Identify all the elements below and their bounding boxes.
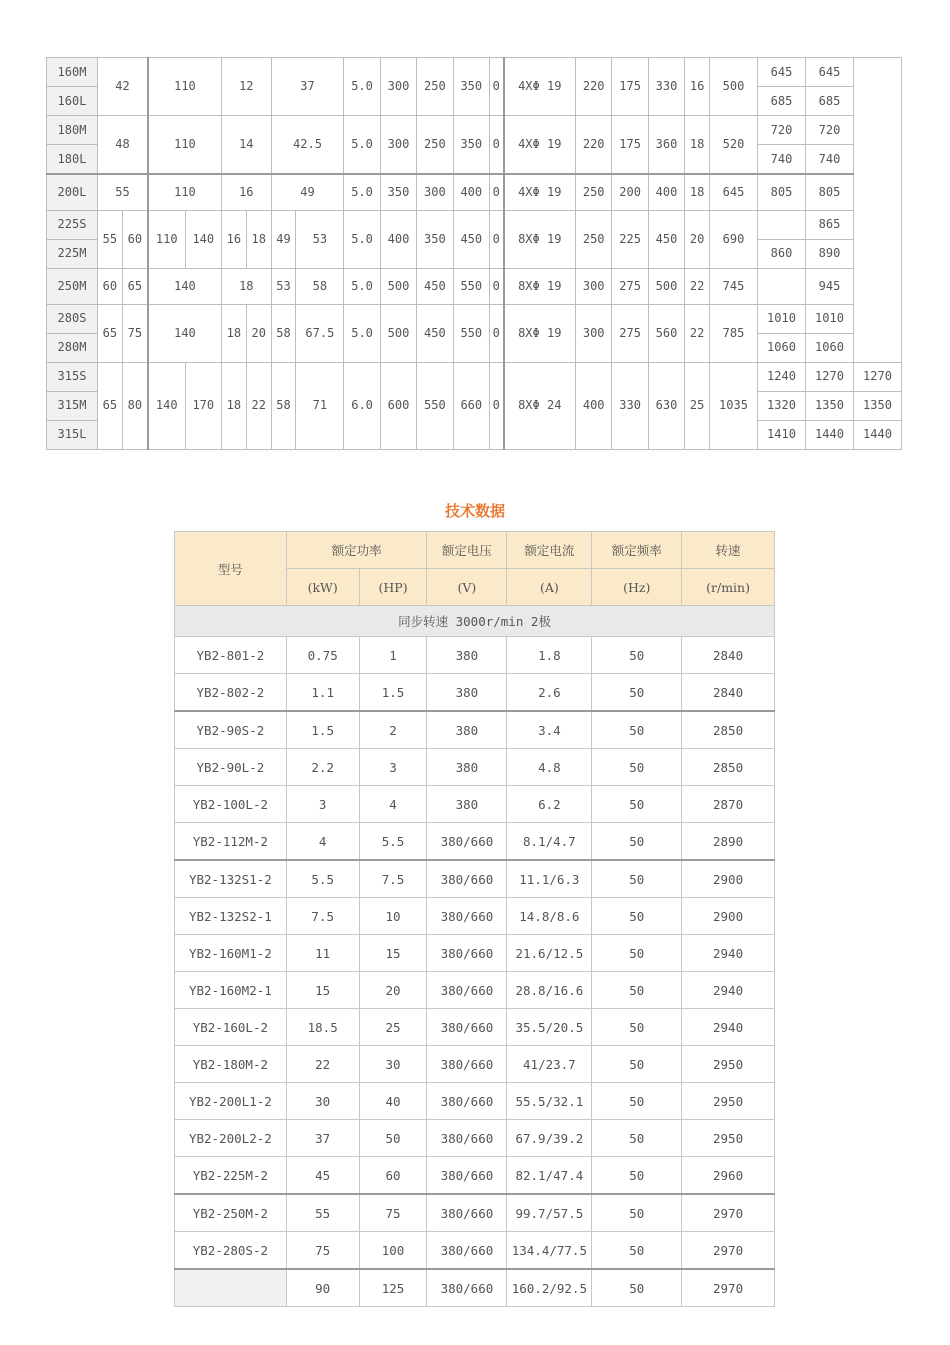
cell-a: 8.1/4.7: [507, 823, 592, 861]
cell-hz: 50: [592, 1009, 682, 1046]
cell-a: 6.2: [507, 786, 592, 823]
cell-hz: 50: [592, 1157, 682, 1195]
cell-hp: 50: [359, 1120, 427, 1157]
cell-kw: 18.5: [286, 1009, 359, 1046]
cell-kw: 15: [286, 972, 359, 1009]
cell-rpm: 2940: [682, 1009, 775, 1046]
cell-v: 380/660: [427, 898, 507, 935]
model-cell: 160L: [47, 87, 98, 116]
cell-hp: 5.5: [359, 823, 427, 861]
cell-model: YB2-160M2-1: [175, 972, 287, 1009]
model-cell: 315L: [47, 420, 98, 449]
cell-rpm: 2950: [682, 1046, 775, 1083]
table-row: 280S 65 75 140 18 20 58 67.5 5.0 500 450 550 0 8XΦ 19 300 275 560 22 785 1010 1010: [47, 304, 902, 333]
cell-kw: 2.2: [286, 749, 359, 786]
cell-hz: 50: [592, 674, 682, 712]
group-row: [175, 606, 775, 637]
table-row: [175, 711, 775, 749]
cell-hp: 75: [359, 1194, 427, 1232]
table-row: 225M 860 890: [47, 239, 902, 268]
cell-model: YB2-132S2-1: [175, 898, 287, 935]
table-row: 160M 42 110 12 37 5.0 300 250 350 0 4XΦ 19 220 175 330 16 500 645 645: [47, 58, 902, 87]
cell-hz: 50: [592, 786, 682, 823]
cell-a: 21.6/12.5: [507, 935, 592, 972]
cell-model: YB2-180M-2: [175, 1046, 287, 1083]
cell-kw: 4: [286, 823, 359, 861]
cell-a: 4.8: [507, 749, 592, 786]
cell-v: 380/660: [427, 823, 507, 861]
cell-kw: 22: [286, 1046, 359, 1083]
cell-a: 3.4: [507, 711, 592, 749]
cell-rpm: 2840: [682, 637, 775, 674]
cell-model: YB2-90S-2: [175, 711, 287, 749]
table-row: 315L 1410 1440 1440: [47, 420, 902, 449]
cell-kw: 5.5: [286, 860, 359, 898]
header-frequency: 额定频率: [592, 532, 682, 569]
cell-v: 380: [427, 674, 507, 712]
table-row: [175, 1232, 775, 1270]
cell-kw: 3: [286, 786, 359, 823]
cell-kw: 37: [286, 1120, 359, 1157]
cell-rpm: 2900: [682, 860, 775, 898]
cell-v: 380/660: [427, 1194, 507, 1232]
table-row: [175, 1194, 775, 1232]
cell-model: YB2-132S1-2: [175, 860, 287, 898]
cell-hz: 50: [592, 1083, 682, 1120]
dimension-table: [46, 57, 902, 450]
cell-model: YB2-225M-2: [175, 1157, 287, 1195]
table-row: [175, 786, 775, 823]
table-row: 280M 1060 1060: [47, 333, 902, 362]
table-row: 160L 685 685: [47, 87, 902, 116]
table-row: 225S 55 60 110 140 16 18 49 53 5.0 400 350 450 0 8XΦ 19 250 225 450 20 690 865: [47, 210, 902, 239]
group-label: 同步转速 3000r/min 2极: [175, 606, 775, 637]
table-row: [175, 1083, 775, 1120]
cell-v: 380: [427, 711, 507, 749]
cell-rpm: 2890: [682, 823, 775, 861]
cell-hz: 50: [592, 898, 682, 935]
cell-hz: 50: [592, 860, 682, 898]
unit-v: (V): [427, 569, 507, 606]
table-row: 200L 55 110 16 49 5.0 350 300 400 0 4XΦ 19 250 200 400 18 645 805 805: [47, 174, 902, 210]
cell-v: 380/660: [427, 1046, 507, 1083]
model-cell: 180M: [47, 116, 98, 145]
cell-hz: 50: [592, 1194, 682, 1232]
model-cell: 315M: [47, 391, 98, 420]
cell-kw: 90: [286, 1269, 359, 1307]
header-speed: 转速: [682, 532, 775, 569]
model-cell: 280S: [47, 304, 98, 333]
header-power: 额定功率: [286, 532, 427, 569]
cell-hp: 60: [359, 1157, 427, 1195]
cell-hp: 1: [359, 637, 427, 674]
cell-hz: 50: [592, 823, 682, 861]
cell-model: YB2-280S-2: [175, 1232, 287, 1270]
cell-v: 380: [427, 749, 507, 786]
cell-hp: 3: [359, 749, 427, 786]
section-title: 技术数据: [444, 502, 505, 520]
cell-hp: 100: [359, 1232, 427, 1270]
cell-v: 380/660: [427, 935, 507, 972]
cell-hp: 1.5: [359, 674, 427, 712]
cell-hp: 15: [359, 935, 427, 972]
cell-hz: 50: [592, 637, 682, 674]
model-cell: 225S: [47, 210, 98, 239]
cell-hz: 50: [592, 1046, 682, 1083]
cell-model: YB2-802-2: [175, 674, 287, 712]
table-row: [175, 749, 775, 786]
table-row: [175, 898, 775, 935]
model-cell: 225M: [47, 239, 98, 268]
cell-hp: 25: [359, 1009, 427, 1046]
table-row: [175, 860, 775, 898]
table-row: [175, 823, 775, 861]
table-row: [175, 1046, 775, 1083]
cell-rpm: 2940: [682, 935, 775, 972]
cell-rpm: 2940: [682, 972, 775, 1009]
cell-v: 380/660: [427, 1232, 507, 1270]
cell-kw: 55: [286, 1194, 359, 1232]
cell-rpm: 2850: [682, 749, 775, 786]
model-cell: 250M: [47, 268, 98, 304]
cell-a: 99.7/57.5: [507, 1194, 592, 1232]
cell-rpm: 2850: [682, 711, 775, 749]
cell-kw: 11: [286, 935, 359, 972]
cell-kw: 0.75: [286, 637, 359, 674]
cell-model: YB2-90L-2: [175, 749, 287, 786]
cell-a: 55.5/32.1: [507, 1083, 592, 1120]
unit-rpm: (r/min): [682, 569, 775, 606]
cell-a: 28.8/16.6: [507, 972, 592, 1009]
cell-hp: 40: [359, 1083, 427, 1120]
table-row: [175, 935, 775, 972]
cell-v: 380/660: [427, 1009, 507, 1046]
cell-hz: 50: [592, 1269, 682, 1307]
cell-model: YB2-160M1-2: [175, 935, 287, 972]
cell-rpm: 2900: [682, 898, 775, 935]
header-current: 额定电流: [507, 532, 592, 569]
cell-kw: 1.5: [286, 711, 359, 749]
cell-v: 380/660: [427, 1083, 507, 1120]
cell-a: 1.8: [507, 637, 592, 674]
table-row: [175, 1157, 775, 1195]
cell-rpm: 2970: [682, 1194, 775, 1232]
cell-hz: 50: [592, 1232, 682, 1270]
cell-hp: 2: [359, 711, 427, 749]
cell-a: 14.8/8.6: [507, 898, 592, 935]
cell-v: 380/660: [427, 860, 507, 898]
cell-hz: 50: [592, 972, 682, 1009]
cell-rpm: 2960: [682, 1157, 775, 1195]
cell-hz: 50: [592, 935, 682, 972]
unit-hp: (HP): [359, 569, 427, 606]
cell-kw: 45: [286, 1157, 359, 1195]
table-row: [175, 637, 775, 674]
header-row: [175, 532, 775, 569]
table-row: [175, 1009, 775, 1046]
model-cell: 315S: [47, 362, 98, 391]
cell-a: 160.2/92.5: [507, 1269, 592, 1307]
cell-model: YB2-100L-2: [175, 786, 287, 823]
cell-v: 380: [427, 786, 507, 823]
table-row: 180L 740 740: [47, 145, 902, 175]
cell-v: 380/660: [427, 1120, 507, 1157]
table-row: 315M 1320 1350 1350: [47, 391, 902, 420]
cell-rpm: 2840: [682, 674, 775, 712]
cell-kw: 30: [286, 1083, 359, 1120]
cell-hp: 30: [359, 1046, 427, 1083]
cell-hp: 20: [359, 972, 427, 1009]
table-row: [175, 972, 775, 1009]
cell-rpm: 2950: [682, 1120, 775, 1157]
model-cell: 280M: [47, 333, 98, 362]
cell-v: 380/660: [427, 1269, 507, 1307]
unit-hz: (Hz): [592, 569, 682, 606]
model-cell: 200L: [47, 174, 98, 210]
cell-rpm: 2870: [682, 786, 775, 823]
cell-kw: 7.5: [286, 898, 359, 935]
cell-v: 380: [427, 637, 507, 674]
cell-model: YB2-112M-2: [175, 823, 287, 861]
cell-a: 67.9/39.2: [507, 1120, 592, 1157]
cell-a: 35.5/20.5: [507, 1009, 592, 1046]
table-row: [175, 1269, 775, 1307]
cell-a: 82.1/47.4: [507, 1157, 592, 1195]
cell-v: 380/660: [427, 1157, 507, 1195]
cell-hz: 50: [592, 711, 682, 749]
table-row: [175, 1120, 775, 1157]
cell-hz: 50: [592, 749, 682, 786]
cell-a: 2.6: [507, 674, 592, 712]
cell-hz: 50: [592, 1120, 682, 1157]
table-row: 250M 60 65 140 18 53 58 5.0 500 450 550 0 8XΦ 19 300 275 500 22 745 945: [47, 268, 902, 304]
table-row: [175, 674, 775, 712]
unit-kw: (kW): [286, 569, 359, 606]
table-row: 315S 65 80 140 170 18 22 58 71 6.0 600 550 660 0 8XΦ 24 400 330 630 25 1035 1240 1270 1270: [47, 362, 902, 391]
cell-model: [175, 1269, 287, 1307]
cell-model: YB2-801-2: [175, 637, 287, 674]
cell-kw: 1.1: [286, 674, 359, 712]
cell-a: 134.4/77.5: [507, 1232, 592, 1270]
model-cell: 180L: [47, 145, 98, 175]
header-voltage: 额定电压: [427, 532, 507, 569]
cell-model: YB2-160L-2: [175, 1009, 287, 1046]
model-cell: 160M: [47, 58, 98, 87]
cell-model: YB2-200L2-2: [175, 1120, 287, 1157]
cell-hp: 4: [359, 786, 427, 823]
cell-v: 380/660: [427, 972, 507, 1009]
technical-data-table: [174, 531, 775, 1307]
cell-rpm: 2970: [682, 1232, 775, 1270]
cell-a: 11.1/6.3: [507, 860, 592, 898]
unit-a: (A): [507, 569, 592, 606]
cell-model: YB2-200L1-2: [175, 1083, 287, 1120]
cell-hp: 125: [359, 1269, 427, 1307]
cell-hp: 7.5: [359, 860, 427, 898]
header-model: 型号: [175, 532, 287, 606]
cell-a: 41/23.7: [507, 1046, 592, 1083]
cell-kw: 75: [286, 1232, 359, 1270]
cell-hp: 10: [359, 898, 427, 935]
cell-model: YB2-250M-2: [175, 1194, 287, 1232]
cell-rpm: 2970: [682, 1269, 775, 1307]
cell-rpm: 2950: [682, 1083, 775, 1120]
table-row: 180M 48 110 14 42.5 5.0 300 250 350 0 4XΦ 19 220 175 360 18 520 720 720: [47, 116, 902, 145]
